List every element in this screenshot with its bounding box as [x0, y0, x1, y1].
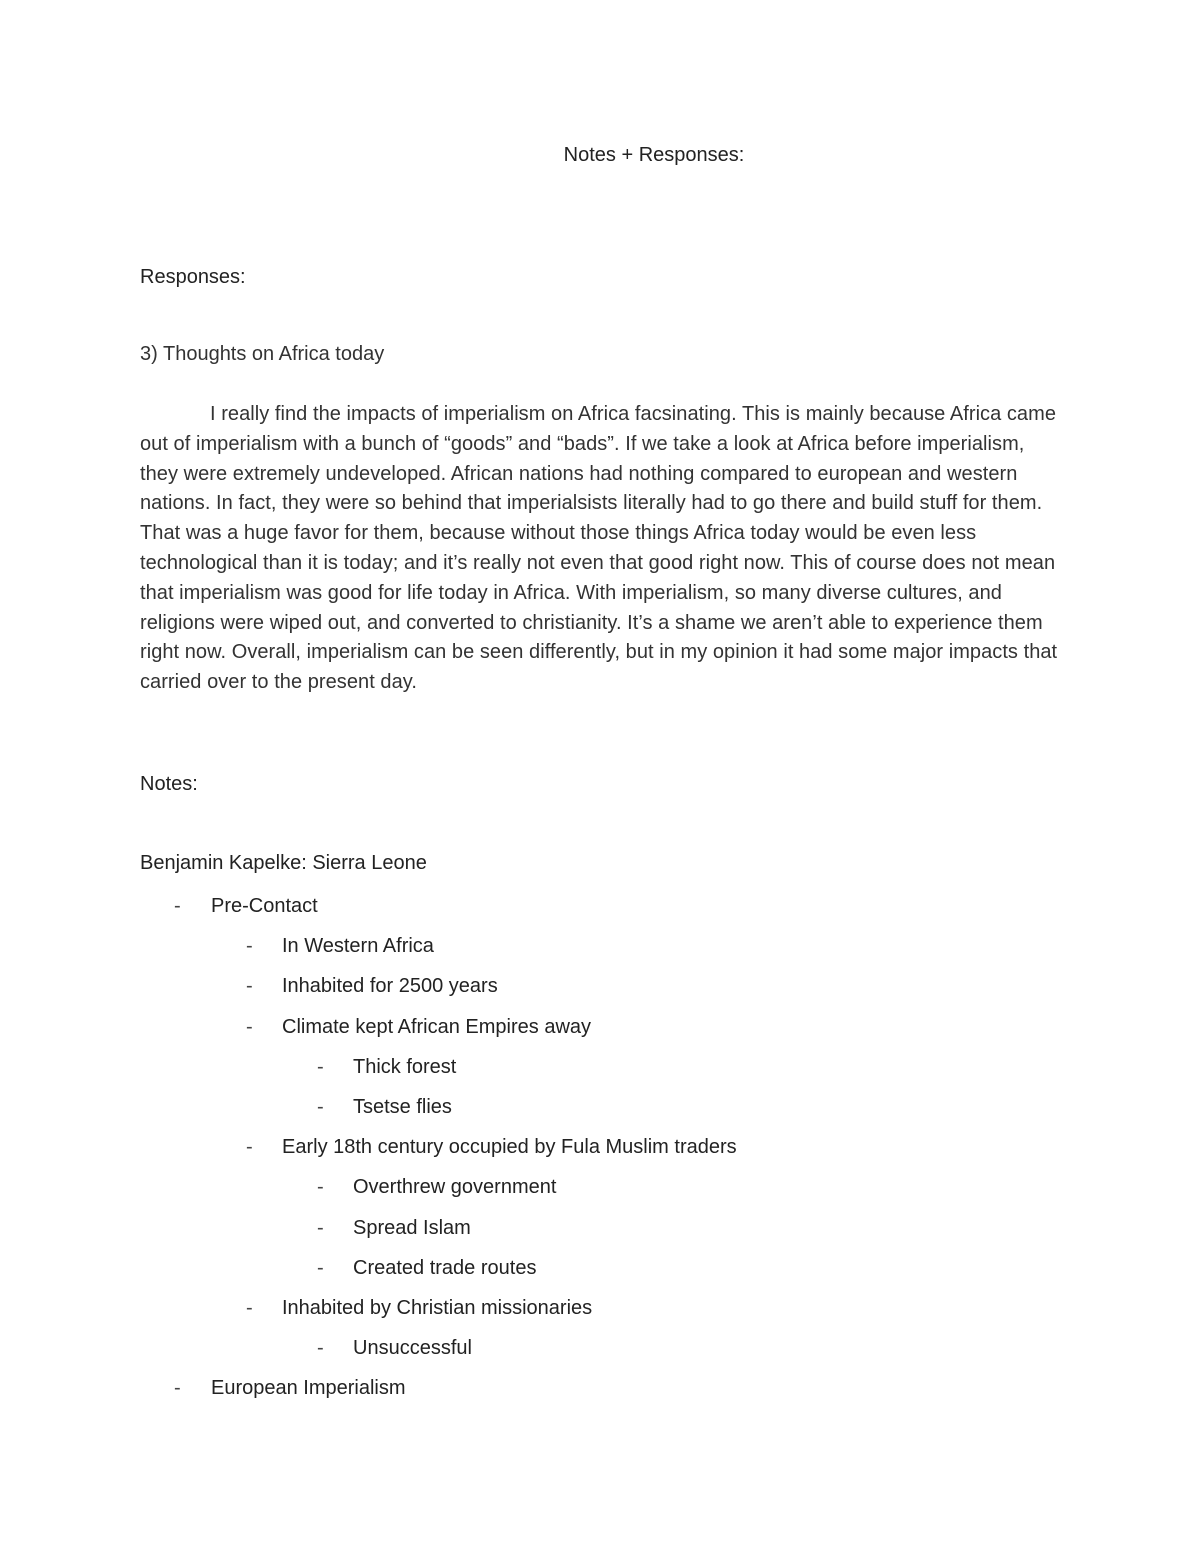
list-item — [0, 1335, 1200, 1375]
list-item-text: Pre-Contact — [211, 895, 318, 917]
list-item — [0, 1014, 1200, 1054]
question-heading: 3) Thoughts on Africa today — [140, 343, 385, 365]
list-item — [0, 1094, 1200, 1134]
bullet-marker: - — [246, 1015, 253, 1038]
list-item-text: In Western Africa — [282, 935, 434, 958]
list-item — [0, 1375, 1200, 1415]
list-item — [0, 1174, 1200, 1214]
bullet-marker: - — [246, 935, 253, 958]
list-item — [0, 1215, 1200, 1255]
list-item-text: Unsuccessful — [353, 1337, 472, 1360]
page-title: Notes + Responses: — [563, 144, 745, 166]
bullet-marker: - — [317, 1256, 324, 1279]
bullet-marker: - — [246, 1296, 253, 1319]
list-item — [0, 973, 1200, 1013]
list-item — [0, 1054, 1200, 1094]
list-item-text: Inhabited for 2500 years — [282, 975, 498, 998]
bullet-marker: - — [317, 1176, 324, 1199]
bullet-marker: - — [174, 1377, 181, 1400]
list-item — [0, 1295, 1200, 1335]
list-item-text: Thick forest — [353, 1055, 457, 1078]
response-paragraph: I really find the impacts of imperialism on Africa facsinating. This is mainly because Africa came out of imperialism with a bunch of “goods” and “bads”. If we take a look at Africa before imperialism, they were extremely undeveloped. African nations had nothing compared to european and western nations. In fact, they were so behind that imperialsists literally had to go there and build stuff for them. That was a huge favor for them, because without those things Africa today would be even less technological than it is today; and it’s really not even that good right now. This of course does not mean that imperialism was good for life today in Africa. With imperialism, so many diverse cultures, and religions were wiped out, and converted to christianity. It’s a shame we aren’t able to experience them right now. Overall, imperialism can be seen differently, but in my opinion it had some major impacts that carried over to the present day. — [140, 403, 1058, 694]
notes-heading: Notes: — [140, 773, 198, 795]
bullet-marker: - — [246, 1136, 253, 1159]
bullet-marker: - — [317, 1095, 324, 1118]
bullet-marker: - — [317, 1337, 324, 1360]
list-item-text: Climate kept African Empires away — [282, 1015, 592, 1038]
list-item-text: Inhabited by Christian missionaries — [282, 1296, 593, 1319]
list-item-text: European Imperialism — [211, 1377, 406, 1400]
bullet-marker: - — [317, 1216, 324, 1239]
responses-heading: Responses: — [140, 266, 246, 288]
bullet-marker: - — [174, 895, 181, 917]
list-item-text: Created trade routes — [353, 1256, 537, 1279]
bullet-marker: - — [317, 1055, 324, 1078]
list-item — [0, 933, 1200, 973]
notes-list — [0, 893, 1200, 1415]
bullet-marker: - — [246, 975, 253, 998]
list-item-text: Early 18th century occupied by Fula Muslim traders — [282, 1136, 737, 1159]
list-item — [0, 1255, 1200, 1295]
list-item-text: Tsetse flies — [353, 1095, 452, 1118]
list-item-text: Overthrew government — [353, 1176, 557, 1199]
list-item — [0, 893, 1200, 933]
list-item-text: Spread Islam — [353, 1216, 471, 1239]
list-item — [0, 1134, 1200, 1174]
notes-source-title: Benjamin Kapelke: Sierra Leone — [140, 852, 427, 874]
